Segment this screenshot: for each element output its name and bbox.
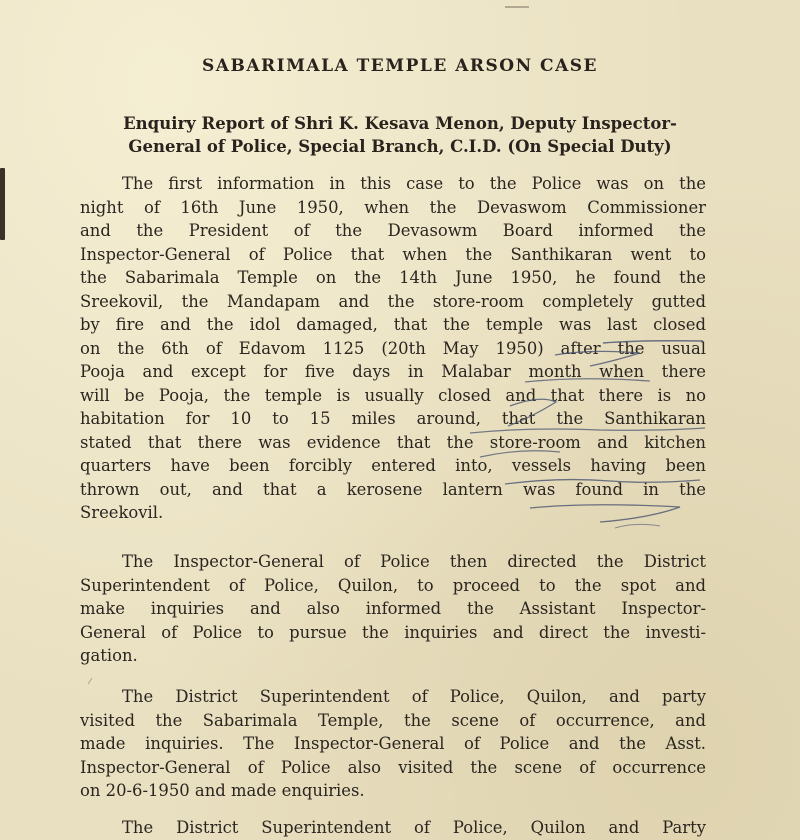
text-line: General of Police to pursue the inquiries and direct the investi- (80, 622, 706, 642)
text-line: make inquiries and also informed the Assistant Inspector- (80, 599, 706, 618)
margin-tick-mark (88, 678, 92, 684)
text-line: Inspector-General of Police that when the Santhikaran went to (80, 244, 706, 264)
text-line: night of 16th June 1950, when the Devaswom Commissioner (80, 197, 706, 217)
text-line: on the 6th of Edavom 1125 (20th May 1950) after the usual (80, 338, 706, 358)
paragraph-first-information (80, 172, 706, 525)
paragraph-directions (80, 550, 706, 668)
text-line: Sreekovil. (80, 503, 164, 522)
text-line: The first information in this case to the Police was on the (122, 174, 706, 193)
text-line: and the President of the Devasowm Board informed the (80, 221, 706, 240)
paragraph-continued (80, 816, 706, 840)
text-line: visited the Sabarimala Temple, the scene of occurrence, and (80, 710, 706, 730)
text-line: quarters have been forcibly entered into, vessels having been (80, 456, 706, 475)
subtitle-line: General of Police, Special Branch, C.I.D. (On Special Duty) (128, 137, 672, 156)
page-title: SABARIMALA TEMPLE ARSON CASE (201, 56, 599, 76)
text-line: habitation for 10 to 15 miles around, that the Santhikaran (80, 409, 706, 428)
margin-binding-mark (0, 168, 5, 240)
text-line: on 20-6-1950 and made enquiries. (80, 781, 365, 800)
text-line: thrown out, and that a kerosene lantern was found in the (80, 479, 706, 499)
paragraph-site-visit (80, 685, 706, 803)
text-line: made inquiries. The Inspector-General of Police and the Asst. (80, 734, 706, 753)
text-line: The District Superintendent of Police, Quilon and Party (122, 818, 706, 837)
text-line: the Sabarimala Temple on the 14th June 1950, he found the (80, 268, 706, 287)
text-line: stated that there was evidence that the store-room and kitchen (80, 432, 706, 452)
text-line: Sreekovil, the Mandapam and the store-room completely gutted (80, 291, 706, 311)
stray-pen-mark (615, 524, 660, 528)
text-line: gation. (80, 646, 138, 665)
text-line: The Inspector-General of Police then directed the District (122, 552, 706, 571)
text-line: by fire and the idol damaged, that the temple was last closed (80, 315, 706, 334)
text-line: will be Pooja, the temple is usually closed and that there is no (80, 385, 706, 405)
report-subtitle (80, 112, 720, 158)
text-line: The District Superintendent of Police, Quilon, and party (122, 687, 706, 706)
text-line: Pooja and except for five days in Malabar month when there (80, 362, 706, 381)
ink-mark (505, 0, 529, 8)
text-line: Inspector-General of Police also visited the scene of occurrence (80, 757, 706, 777)
subtitle-line: Enquiry Report of Shri K. Kesava Menon, Deputy Inspector- (123, 114, 677, 133)
text-line: Superintendent of Police, Quilon, to proceed to the spot and (80, 575, 706, 595)
